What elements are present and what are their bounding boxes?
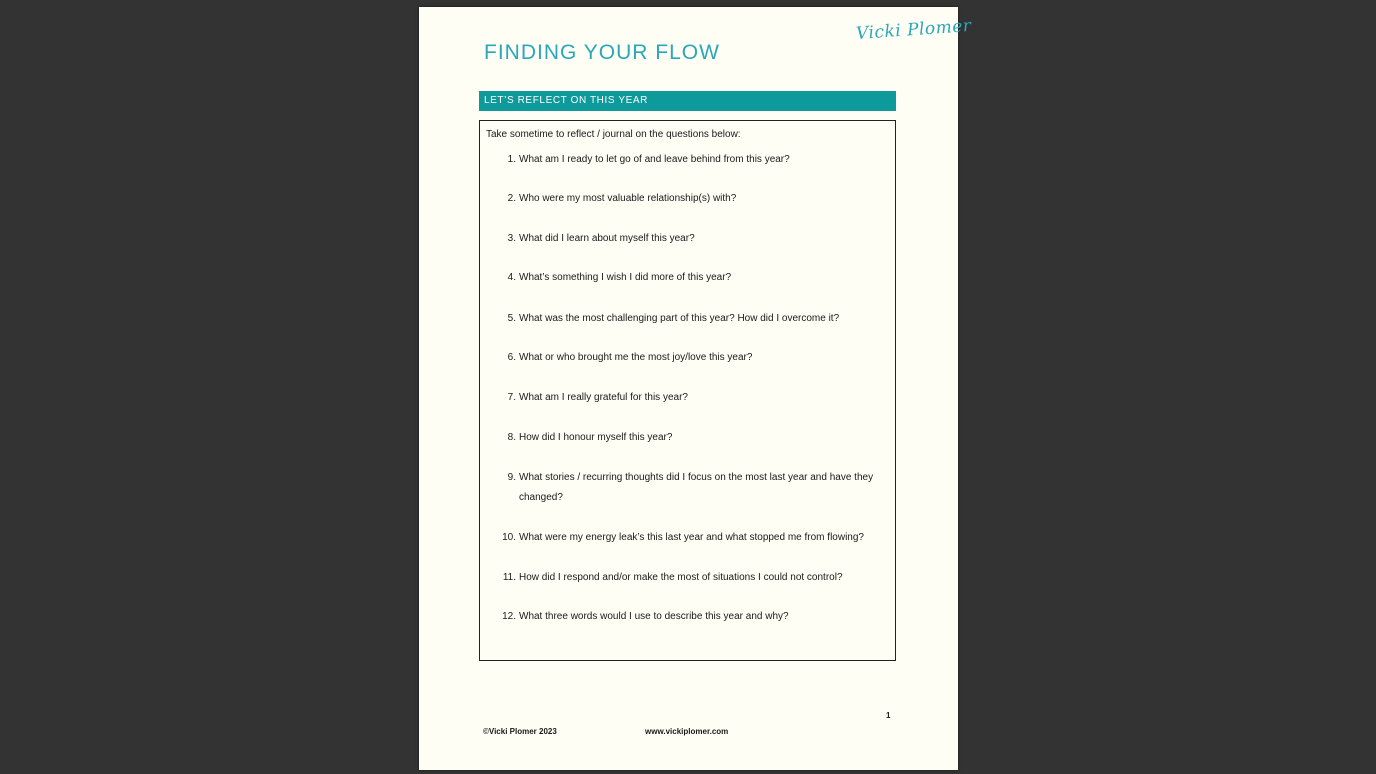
- question-item: [500, 607, 880, 627]
- question-text: What did I learn about myself this year?: [519, 233, 695, 244]
- question-text: How did I respond and/or make the most of situations I could not control?: [519, 572, 843, 583]
- section-heading: LET’S REFLECT ON THIS YEAR: [479, 91, 896, 111]
- question-item: [500, 388, 880, 408]
- document-page: [419, 7, 973, 770]
- question-item: [500, 189, 880, 209]
- question-item: [500, 528, 880, 548]
- page-number: 1: [886, 711, 891, 720]
- question-item: [500, 568, 880, 588]
- question-text: What three words would I use to describe this year and why?: [519, 611, 789, 622]
- question-text: How did I honour myself this year?: [519, 432, 673, 443]
- question-number: 5.: [507, 313, 516, 324]
- question-text: What were my energy leak’s this last year and what stopped me from flowing?: [519, 532, 864, 543]
- question-number: 12.: [502, 611, 516, 622]
- question-text: What was the most challenging part of this year? How did I overcome it?: [519, 313, 840, 324]
- question-number: 9.: [507, 472, 516, 483]
- question-number: 3.: [507, 233, 516, 244]
- question-text: What am I ready to let go of and leave behind from this year?: [519, 154, 790, 165]
- question-item: [500, 468, 880, 508]
- question-number: 4.: [507, 272, 516, 283]
- page-title: FINDING YOUR FLOW: [484, 41, 720, 64]
- question-item: [500, 428, 880, 448]
- intro-text: Take sometime to reflect / journal on the questions below:: [486, 129, 741, 140]
- footer-copyright: ©Vicki Plomer 2023: [483, 727, 557, 736]
- signature-logo: Vicki Plomer: [855, 15, 973, 45]
- question-number: 7.: [507, 392, 516, 403]
- question-number: 6.: [507, 352, 516, 363]
- question-item: [500, 150, 880, 170]
- question-text: What am I really grateful for this year?: [519, 392, 688, 403]
- footer-website-link[interactable]: www.vickiplomer.com: [645, 727, 729, 736]
- question-item: [500, 229, 880, 249]
- question-text: What stories / recurring thoughts did I focus on the most last year and have they changed?: [519, 472, 874, 503]
- question-text: What or who brought me the most joy/love this year?: [519, 352, 753, 363]
- questions-box: [479, 120, 896, 661]
- question-number: 2.: [507, 193, 516, 204]
- question-text: Who were my most valuable relationship(s) with?: [519, 193, 737, 204]
- question-item: [500, 268, 880, 288]
- question-text: What’s something I wish I did more of this year?: [519, 272, 732, 283]
- question-number: 10.: [502, 532, 516, 543]
- question-number: 8.: [507, 432, 516, 443]
- question-item: [500, 348, 880, 368]
- question-number: 1.: [507, 154, 516, 165]
- question-item: [500, 309, 880, 329]
- question-number: 11.: [502, 572, 516, 583]
